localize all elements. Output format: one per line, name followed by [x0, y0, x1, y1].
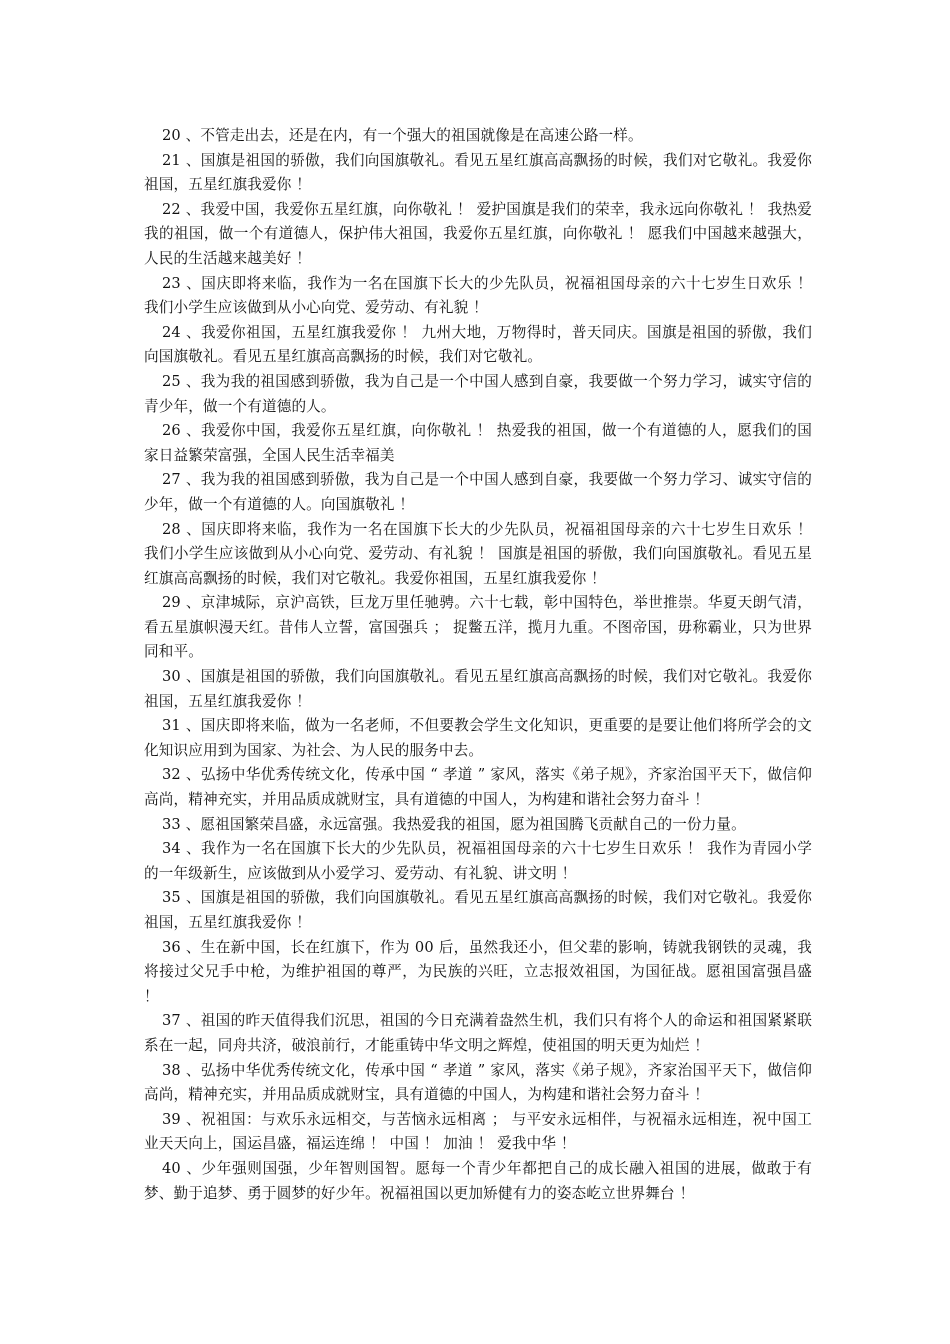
- paragraph-38: 38 、弘扬中华优秀传统文化，传承中国 “ 孝道 ” 家风，落实《弟子规》，齐家治国平天下，做信仰高尚，精神充实，并用品质成就财宝，具有道德的中国人，为构建和谐社会努力奋斗 ！: [144, 1061, 812, 1104]
- paragraph-37: 37 、祖国的昨天值得我们沉思，祖国的今日充满着盎然生机，我们只有将个人的命运和祖国紧紧联系在一起，同舟共济，破浪前行，才能重铸中华文明之辉煌，使祖国的明天更为灿烂 ！: [144, 1012, 812, 1054]
- paragraph-20: 20 、不管走出去，还是在内，有一个强大的祖国就像是在高速公路一样。: [162, 127, 643, 144]
- paragraph-26: 26 、我爱你中国，我爱你五星红旗，向你敬礼 ！ 热爱我的祖国，做一个有道德的人，愿我们的国家日益繁荣富强，全国人民生活幸福美: [144, 422, 812, 464]
- paragraph-25: 25 、我为我的祖国感到骄傲，我为自己是一个中国人感到自豪，我要做一个努力学习，诚实守信的青少年，做一个有道德的人。: [144, 372, 812, 415]
- paragraph-31: 31 、国庆即将来临，做为一名老师，不但要教会学生文化知识，更重要的是要让他们将所学会的文化知识应用到为国家、为社会、为人民的服务中去。: [144, 717, 812, 759]
- paragraph-23: 23 、国庆即将来临，我作为一名在国旗下长大的少先队员，祝福祖国母亲的六十七岁生日欢乐 ！ 我们小学生应该做到从小心向党、爱劳动、有礼貌 ！: [144, 274, 812, 317]
- paragraph-39: 39 、祝祖国：与欢乐永远相交，与苦恼永远相离 ； 与平安永远相伴，与祝福永远相连，祝中国工业天天向上，国运昌盛，福运连绵 ！ 中国 ！ 加油 ！ 爱我中华 ！: [144, 1110, 812, 1153]
- paragraph-22: 22 、我爱中国，我爱你五星红旗，向你敬礼 ！ 爱护国旗是我们的荣幸，我永远向你敬礼 ！ 我热爱我的祖国，做一个有道德人，保护伟大祖国，我爱你五星红旗，向你敬礼 ！ 愿我们中国越来越强大，人民的生活越来越美好 ！: [144, 200, 812, 267]
- paragraph-33: 33 、愿祖国繁荣昌盛，永远富强。我热爱我的祖国，愿为祖国腾飞贡献自己的一份力量。: [162, 815, 746, 833]
- paragraph-34: 34 、我作为一名在国旗下长大的少先队员，祝福祖国母亲的六十七岁生日欢乐 ！ 我作为青园小学的一年级新生，应该做到从小爱学习、爱劳动、有礼貌、讲文明 ！: [144, 840, 812, 882]
- paragraph-28: 28 、国庆即将来临，我作为一名在国旗下长大的少先队员，祝福祖国母亲的六十七岁生日欢乐 ！ 我们小学生应该做到从小心向党、爱劳动、有礼貌 ！ 国旗是祖国的骄傲，我们向国旗敬礼。看见五星红旗高高飘扬的时候，我们对它敬礼。我爱你祖国，五星红旗我爱你 ！: [144, 520, 812, 587]
- paragraph-35: 35 、国旗是祖国的骄傲，我们向国旗敬礼。看见五星红旗高高飘扬的时候，我们对它敬礼。我爱你祖国，五星红旗我爱你 ！: [144, 889, 812, 931]
- paragraph-40: 40 、少年强则国强，少年智则国智。愿每一个青少年都把自己的成长融入祖国的进展，做敢于有梦、勤于追梦、勇于圆梦的好少年。祝福祖国以更加矫健有力的姿态屹立世界舞台 ！: [144, 1159, 812, 1202]
- paragraph-30: 30 、国旗是祖国的骄傲，我们向国旗敬礼。看见五星红旗高高飘扬的时候，我们对它敬礼。我爱你祖国，五星红旗我爱你 ！: [144, 668, 812, 710]
- paragraph-32: 32 、弘扬中华优秀传统文化，传承中国 “ 孝道 ” 家风，落实《弟子规》，齐家治国平天下，做信仰高尚，精神充实，并用品质成就财宝，具有道德的中国人，为构建和谐社会努力奋斗 ！: [144, 766, 812, 809]
- paragraph-21: 21 、国旗是祖国的骄傲，我们向国旗敬礼。看见五星红旗高高飘扬的时候，我们对它敬礼。我爱你祖国，五星红旗我爱你 ！: [144, 151, 812, 194]
- paragraph-29: 29 、京津城际，京沪高铁，巨龙万里任驰骋。六十七载，彰中国特色，举世推崇。华夏天朗气清，看五星旗帜漫天红。昔伟人立誓，富国强兵 ； 捉鳖五洋，揽月九重。不图帝国，毋称霸业，只为世界同和平。: [144, 594, 812, 661]
- paragraph-24: 24 、我爱你祖国，五星红旗我爱你 ！ 九州大地，万物得时，普天同庆。国旗是祖国的骄傲，我们向国旗敬礼。看见五星红旗高高飘扬的时候，我们对它敬礼。: [144, 323, 812, 366]
- paragraph-36: 36 、生在新中国，长在红旗下，作为 00 后，虽然我还小，但父辈的影响，铸就我钢铁的灵魂，我将接过父兄手中枪，为维护祖国的尊严，为民族的兴旺，立志报效祖国，为国征战。愿祖国富强昌盛 ！: [144, 938, 812, 1005]
- document-body: [144, 124, 812, 1206]
- paragraph-27: 27 、我为我的祖国感到骄傲，我为自己是一个中国人感到自豪，我要做一个努力学习、诚实守信的少年，做一个有道德的人。向国旗敬礼 ！: [144, 471, 812, 513]
